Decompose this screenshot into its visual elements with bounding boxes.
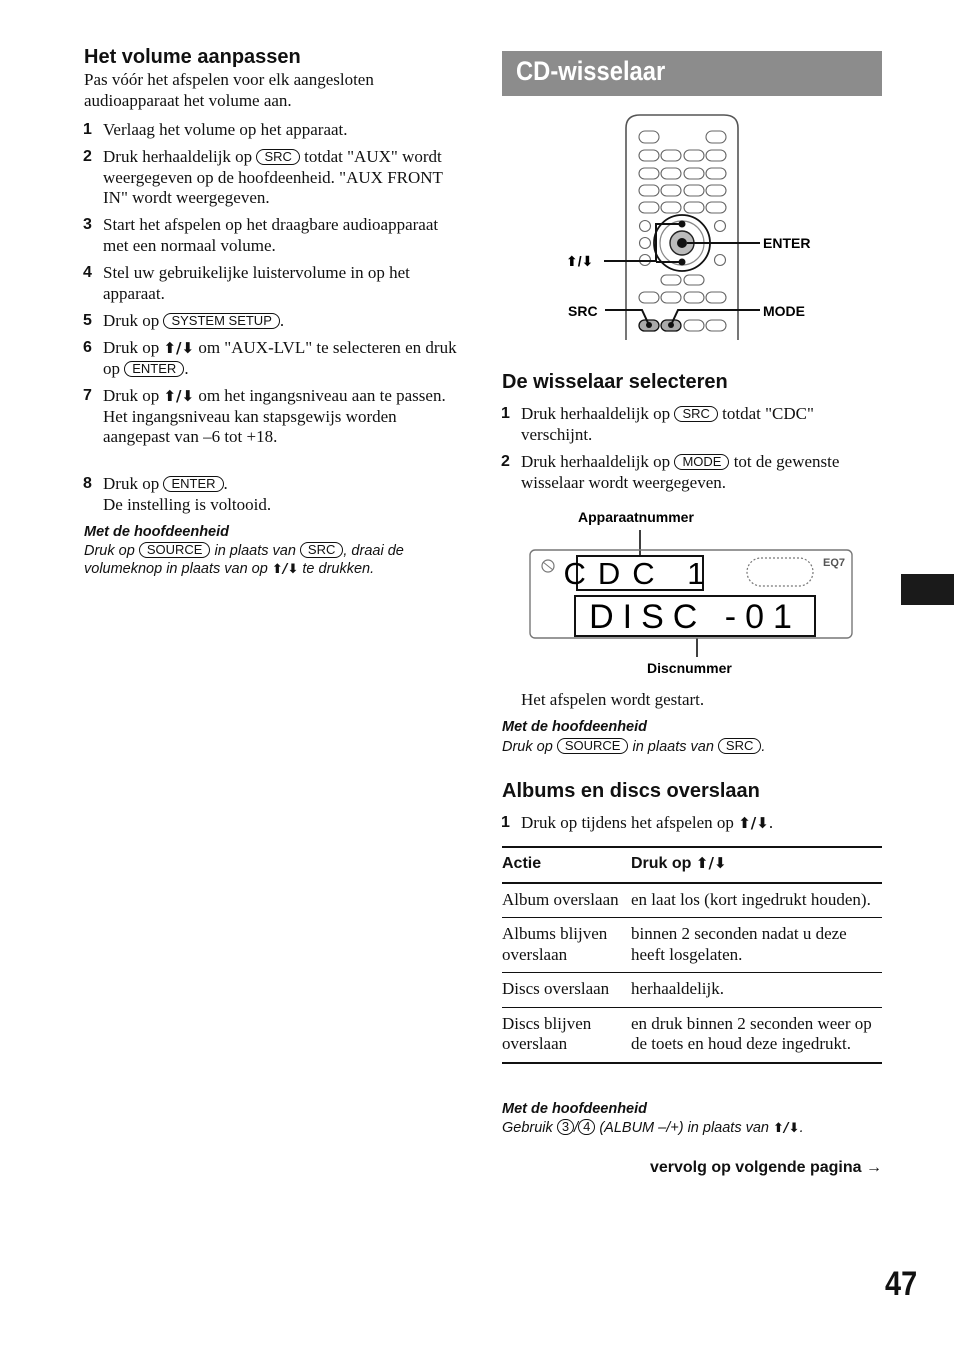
select-step-1: 1 Druk herhaaldelijk op SRC totdat "CDC" verschijnt.	[501, 404, 814, 444]
continue-text: vervolg op volgende pagina →	[649, 1159, 882, 1176]
table-row: Album overslaan en laat los (kort ingedrukt houden).	[502, 883, 882, 918]
step-1: 1 Verlaag het volume op het apparaat.	[83, 120, 348, 139]
heading-select: De wisselaar selecteren	[502, 371, 728, 393]
side-tab	[901, 574, 954, 605]
system-setup-key: SYSTEM SETUP	[163, 313, 279, 329]
svg-text:SRC: SRC	[568, 303, 598, 319]
enter-key: ENTER	[163, 476, 223, 492]
step-2: 2 Druk herhaaldelijk op SRC totdat "AUX" wordt weergegeven op de hoofdeenheid. "AUX FRONT IN" wordt weergegeven.	[83, 147, 443, 207]
step-4: 4 Stel uw gebruikelijke luistervolume in op het apparaat.	[83, 263, 410, 303]
svg-text:CDC 1: CDC 1	[563, 556, 717, 591]
table-header: Druk op ⬆/⬇	[631, 847, 882, 883]
svg-text:Discnummer: Discnummer	[647, 660, 732, 676]
heading-volume: Het volume aanpassen	[84, 46, 301, 68]
skip-table	[502, 846, 882, 1064]
note1-body: Druk op SOURCE in plaats van SRC .	[502, 738, 766, 755]
step-7: 7 Druk op ⬆/⬇ om het ingangsniveau aan te passen. Het ingangsniveau kan stapsgewijs worden aangepast van –6 tot +18.	[83, 386, 446, 446]
page-number: 47	[885, 1265, 918, 1303]
svg-text:⬆/⬇: ⬆/⬇	[566, 253, 594, 269]
remote-control-illustration	[560, 110, 840, 345]
skip-step-1: 1 Druk op tijdens het afspelen op ⬆/⬇.	[501, 813, 774, 832]
step-8: 8 Druk op ENTER . De instelling is voltooid.	[83, 474, 272, 514]
svg-text:DISC -01: DISC -01	[589, 598, 801, 636]
svg-text:MODE: MODE	[763, 303, 805, 319]
up-down-arrows-icon: ⬆/⬇	[738, 814, 769, 832]
up-down-arrows-icon: ⬆/⬇	[163, 387, 195, 405]
svg-text:Apparaatnummer: Apparaatnummer	[578, 509, 694, 525]
note-body: Druk op SOURCE in plaats van SRC , draai de volumeknop in plaats van op ⬆/⬇ te drukken.	[84, 542, 404, 577]
table-row: Albums blijven overslaan binnen 2 seconden nadat u deze heeft losgelaten.	[502, 918, 882, 973]
display-illustration	[525, 505, 860, 680]
svg-text:EQ7: EQ7	[823, 557, 846, 569]
intro-text: Pas vóór het afspelen voor elk aangesloten audioapparaat het volume aan.	[84, 70, 374, 110]
note2-title: Met de hoofdeenheid	[502, 1101, 647, 1117]
table-row: Discs blijven overslaan en druk binnen 2 seconden weer op de toets en houd deze ingedrukt.	[502, 1007, 882, 1063]
note2-body: Gebruik 3 / 4 (ALBUM –/+) in plaats van ⬆/⬇.	[502, 1119, 804, 1136]
section-header: CD-wisselaar	[502, 51, 882, 96]
heading-skip: Albums en discs overslaan	[502, 780, 760, 802]
select-step-2: 2 Druk herhaaldelijk op MODE tot de gewenste wisselaar wordt weergegeven.	[501, 452, 840, 492]
src-key: SRC	[256, 149, 299, 165]
step-6: 6 Druk op ⬆/⬇ om "AUX-LVL" te selecteren en druk op ENTER .	[83, 338, 457, 378]
svg-text:ENTER: ENTER	[763, 235, 811, 251]
enter-key: ENTER	[124, 361, 184, 377]
table-header: Actie	[502, 847, 631, 883]
table-row: Discs overslaan herhaaldelijk.	[502, 973, 882, 1008]
step-5: 5 Druk op SYSTEM SETUP .	[83, 311, 285, 330]
step-3: 3 Start het afspelen op het draagbare audioapparaat met een normaal volume.	[83, 215, 439, 255]
note1-title: Met de hoofdeenheid	[502, 719, 647, 735]
up-down-arrows-icon: ⬆/⬇	[163, 339, 195, 357]
playback-text: Het afspelen wordt gestart.	[521, 690, 705, 709]
note-title: Met de hoofdeenheid	[84, 524, 229, 540]
